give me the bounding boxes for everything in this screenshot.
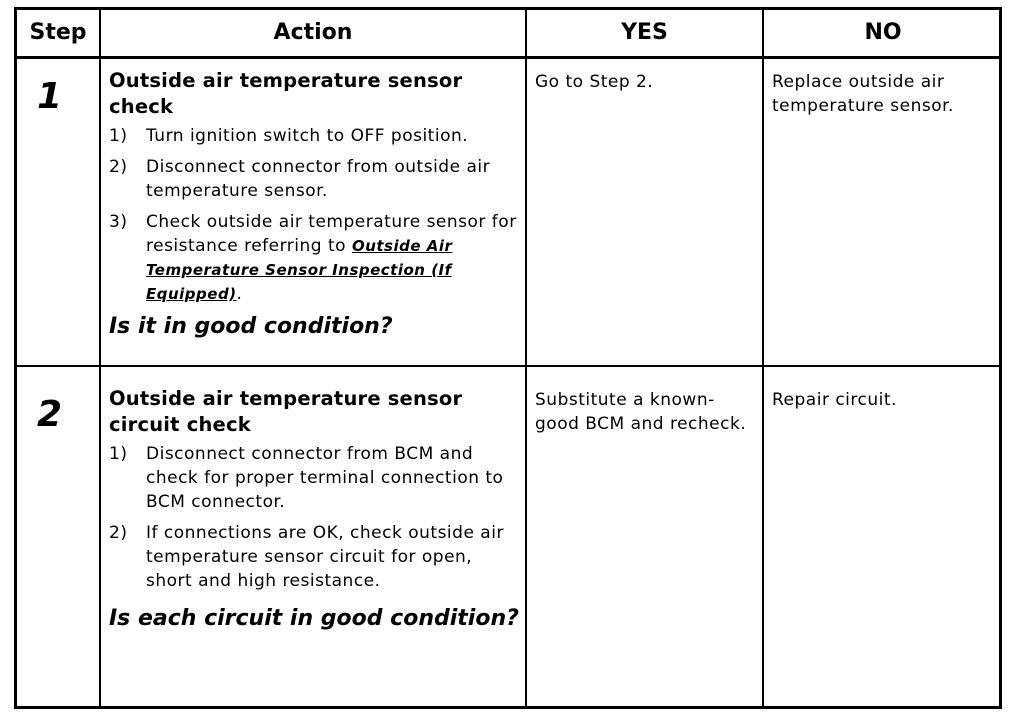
no-cell: Replace outside air temperature sensor. — [772, 72, 954, 116]
yes-cell: Go to Step 2. — [535, 72, 654, 92]
action-title: Outside air temperature sensor check — [109, 69, 463, 118]
action-cell — [109, 386, 521, 633]
list-item: 2) If connections are OK, check outside air temperature sensor circuit for open, short and high resistance. — [109, 523, 504, 591]
header-yes: YES — [621, 20, 668, 45]
list-item: 1) Turn ignition switch to OFF position. — [109, 126, 469, 146]
row-divider — [17, 365, 999, 367]
column-divider — [762, 10, 764, 706]
step-number: 1 — [37, 76, 63, 117]
list-item: 2) Disconnect connector from outside air temperature sensor. — [109, 157, 491, 201]
reference-link[interactable]: Outside Air Temperature Sensor Inspection (If Equipped) — [146, 237, 453, 303]
no-cell: Repair circuit. — [772, 390, 897, 410]
action-steps — [109, 124, 519, 306]
action-title: Outside air temperature sensor circuit check — [109, 387, 463, 436]
action-steps — [109, 442, 521, 593]
list-item: 3) Check outside air temperature sensor for resistance referring to Outside Air Temperature Sensor Inspection (If Equipped). — [109, 212, 517, 304]
header-step: Step — [29, 20, 87, 45]
action-cell — [109, 68, 519, 341]
column-divider — [99, 10, 101, 706]
header-no: NO — [864, 20, 902, 45]
question: Is each circuit in good condition? — [109, 606, 519, 631]
diagnostic-table — [14, 7, 1002, 709]
header-divider — [17, 56, 999, 59]
column-divider — [525, 10, 527, 706]
header-action: Action — [273, 20, 353, 45]
list-item: 1) Disconnect connector from BCM and check for proper terminal connection to BCM connector. — [109, 444, 504, 512]
question: Is it in good condition? — [109, 314, 393, 339]
step-number: 2 — [37, 394, 63, 435]
yes-cell: Substitute a known-good BCM and recheck. — [535, 390, 747, 434]
